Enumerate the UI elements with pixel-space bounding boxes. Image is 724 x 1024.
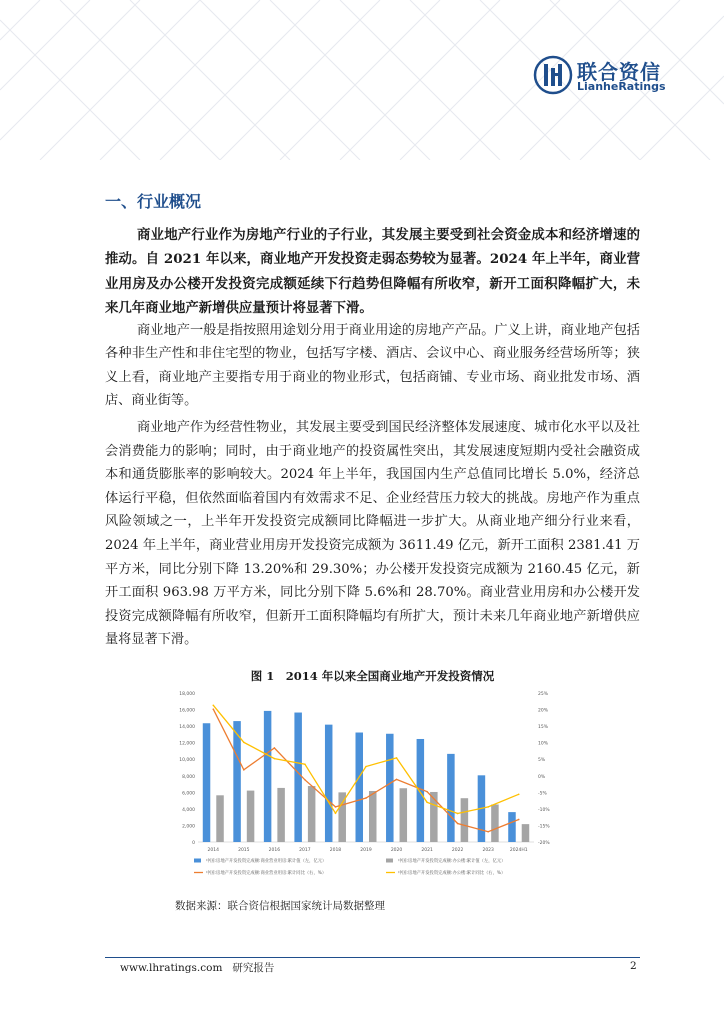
right-axis-tick-label: -20%: [538, 841, 550, 846]
line-point-commercial-2018: [335, 806, 337, 808]
footer-page-number: 2: [630, 960, 637, 972]
right-axis-tick-label: 20%: [538, 708, 549, 714]
footer-website: www.lhratings.com: [120, 962, 223, 974]
line-point-office-2016: [274, 758, 276, 760]
body-paragraph-1: 商业地产一般是指按照用途划分用于商业用途的房地产产品。广义上讲，商业地产包括各种非生产性和非住宅型的物业，包括写字楼、酒店、会议中心、商业服务经营场所等；狭义上看，商业地产主要指专用于商业的物业形式，包括商铺、专业市场、商业批发市场、酒店、商业街等。: [105, 323, 640, 408]
line-point-commercial-2024H1: [518, 819, 520, 821]
x-tick-label: 2023: [482, 848, 494, 853]
legend-label: 中国:房地产开发投资完成额:办公楼:累计同比（右，%）: [398, 871, 506, 876]
left-axis-tick-label: 14,000: [179, 725, 195, 731]
x-tick-label: 2018: [329, 848, 342, 853]
left-axis-tick-label: 2,000: [182, 824, 195, 830]
line-point-office-2014: [212, 704, 214, 706]
left-axis-tick-label: 0: [192, 841, 195, 846]
right-axis-tick-label: 15%: [538, 725, 549, 731]
bar-office-2014: [216, 795, 224, 842]
line-point-office-2022: [457, 813, 459, 815]
right-axis-tick-label: -10%: [538, 807, 550, 813]
right-axis-tick-label: 5%: [538, 758, 546, 764]
bar-commercial-2018: [325, 725, 333, 842]
line-point-commercial-2019: [365, 797, 367, 799]
legend-label: 中国:房地产开发投资完成额:商业营业用房:累计值（左，亿元）: [206, 859, 327, 864]
right-axis-tick-label: 25%: [538, 692, 549, 697]
x-tick-label: 2020: [390, 848, 403, 853]
legend-label: 中国:房地产开发投资完成额:商业营业用房:累计同比（右，%）: [206, 871, 327, 876]
x-tick-label: 2021: [421, 848, 433, 853]
x-tick-label: 2017: [299, 848, 311, 853]
line-point-office-2023: [487, 806, 489, 808]
bar-commercial-2015: [233, 721, 241, 842]
investment-chart: [174, 686, 564, 890]
footer-divider: [105, 957, 640, 958]
x-tick-label: 2014: [207, 848, 219, 853]
left-axis-tick-label: 8,000: [182, 774, 195, 780]
x-tick-label: 2019: [360, 848, 372, 853]
line-point-office-2021: [426, 801, 428, 803]
bar-office-2023: [491, 804, 499, 842]
line-point-office-2024H1: [518, 794, 520, 796]
line-point-office-2019: [365, 766, 367, 768]
right-axis-tick-label: -5%: [538, 791, 547, 797]
line-point-commercial-2020: [396, 779, 398, 781]
bar-commercial-2016: [264, 711, 272, 842]
footer-info: [120, 960, 274, 975]
line-point-commercial-2023: [487, 831, 489, 833]
figure-caption: 图 1 2014 年以来全国商业地产开发投资情况: [250, 669, 495, 683]
left-axis-tick-label: 16,000: [179, 708, 195, 714]
bar-office-2019: [369, 791, 377, 842]
line-point-commercial-2017: [304, 779, 306, 781]
summary-paragraph: 商业地产行业作为房地产行业的子行业，其发展主要受到社会资金成本和经济增速的推动。自 2021 年以来，商业地产开发投资走弱态势较为显著。2024 年上半年，商业营业用房及办公楼开发投资完成额延续下行趋势但降幅有所收窄，新开工面积降幅扩大，未来几年商业地产新增供应量预计将显著下滑。: [105, 227, 640, 316]
logo-mark-icon: [533, 55, 573, 95]
bar-commercial-2024H1: [508, 812, 516, 842]
left-axis-tick-label: 12,000: [179, 741, 195, 747]
bar-office-2024H1: [522, 824, 530, 842]
logo-name-cn: 联合资信: [577, 60, 661, 84]
line-point-commercial-2015: [243, 769, 245, 771]
footer-doc-type: 研究报告: [232, 962, 275, 974]
line-point-office-2015: [243, 742, 245, 744]
line-point-office-2018: [335, 812, 337, 814]
body-paragraph-2: 商业地产作为经营性物业，其发展主要受到国民经济整体发展速度、城市化水平以及社会消费能力的影响；同时，由于商业地产的投资属性突出，其发展速度短期内受社会融资成本和通货膨胀率的影响较大。2024 年上半年，我国国内生产总值同比增长 5.0%，经济总体运行平稳，但依然面临着国内有效需求不足、企业经营压力较大的挑战。房地产作为重点风险领域之一，上半年开发投资完成额同比降幅进一步扩大。从商业地产细分行业来看，2024 年上半年，商业营业用房开发投资完成额为 3611.49 亿元，新开工面积 2381.41 万平方米，同比分别下降 13.20%和 29.30%；办公楼开发投资完成额为 2160.45 亿元，新开工面积 963.98 万平方米，同比分别下降 5.6%和 28.70%。商业营业用房和办公楼开发投资完成额降幅有所收窄，但新开工面积降幅均有所扩大，预计未来几年商业地产新增供应量将显著下滑。: [105, 420, 640, 648]
bar-office-2022: [461, 798, 469, 842]
legend-swatch: [194, 859, 201, 863]
bar-office-2017: [308, 786, 316, 842]
bar-office-2016: [277, 788, 285, 842]
bar-office-2020: [400, 788, 408, 842]
x-tick-label: 2015: [238, 848, 250, 853]
bar-commercial-2017: [294, 713, 302, 842]
line-point-commercial-2016: [274, 747, 276, 749]
brand-logo: [533, 55, 666, 95]
line-point-commercial-2021: [426, 791, 428, 793]
right-axis-tick-label: -15%: [538, 824, 550, 830]
bar-commercial-2014: [203, 723, 211, 842]
legend-swatch: [386, 859, 393, 863]
right-axis-tick-label: 0%: [538, 774, 546, 780]
bar-office-2015: [247, 791, 255, 842]
x-tick-label: 2024H1: [509, 848, 528, 853]
line-point-office-2020: [396, 757, 398, 759]
line-point-commercial-2014: [212, 708, 214, 710]
logo-name-en: LianheRatings: [577, 80, 666, 93]
line-series-commercial-yoy: [213, 709, 518, 832]
left-axis-tick-label: 18,000: [179, 692, 195, 697]
bar-commercial-2022: [447, 754, 455, 842]
legend-label: 中国:房地产开发投资完成额:办公楼:累计值（左，亿元）: [398, 859, 506, 864]
left-axis-tick-label: 4,000: [182, 807, 195, 813]
figure-source: 数据来源：联合资信根据国家统计局数据整理: [175, 900, 385, 912]
left-axis-tick-label: 10,000: [179, 758, 195, 764]
section-heading: 一、行业概况: [105, 192, 202, 211]
x-tick-label: 2022: [451, 848, 464, 853]
x-tick-label: 2016: [268, 848, 281, 853]
right-axis-tick-label: 10%: [538, 741, 549, 747]
bar-commercial-2019: [356, 733, 364, 842]
line-point-commercial-2022: [457, 823, 459, 825]
line-point-office-2017: [304, 763, 306, 765]
left-axis-tick-label: 6,000: [182, 791, 195, 797]
bar-commercial-2020: [386, 734, 394, 842]
